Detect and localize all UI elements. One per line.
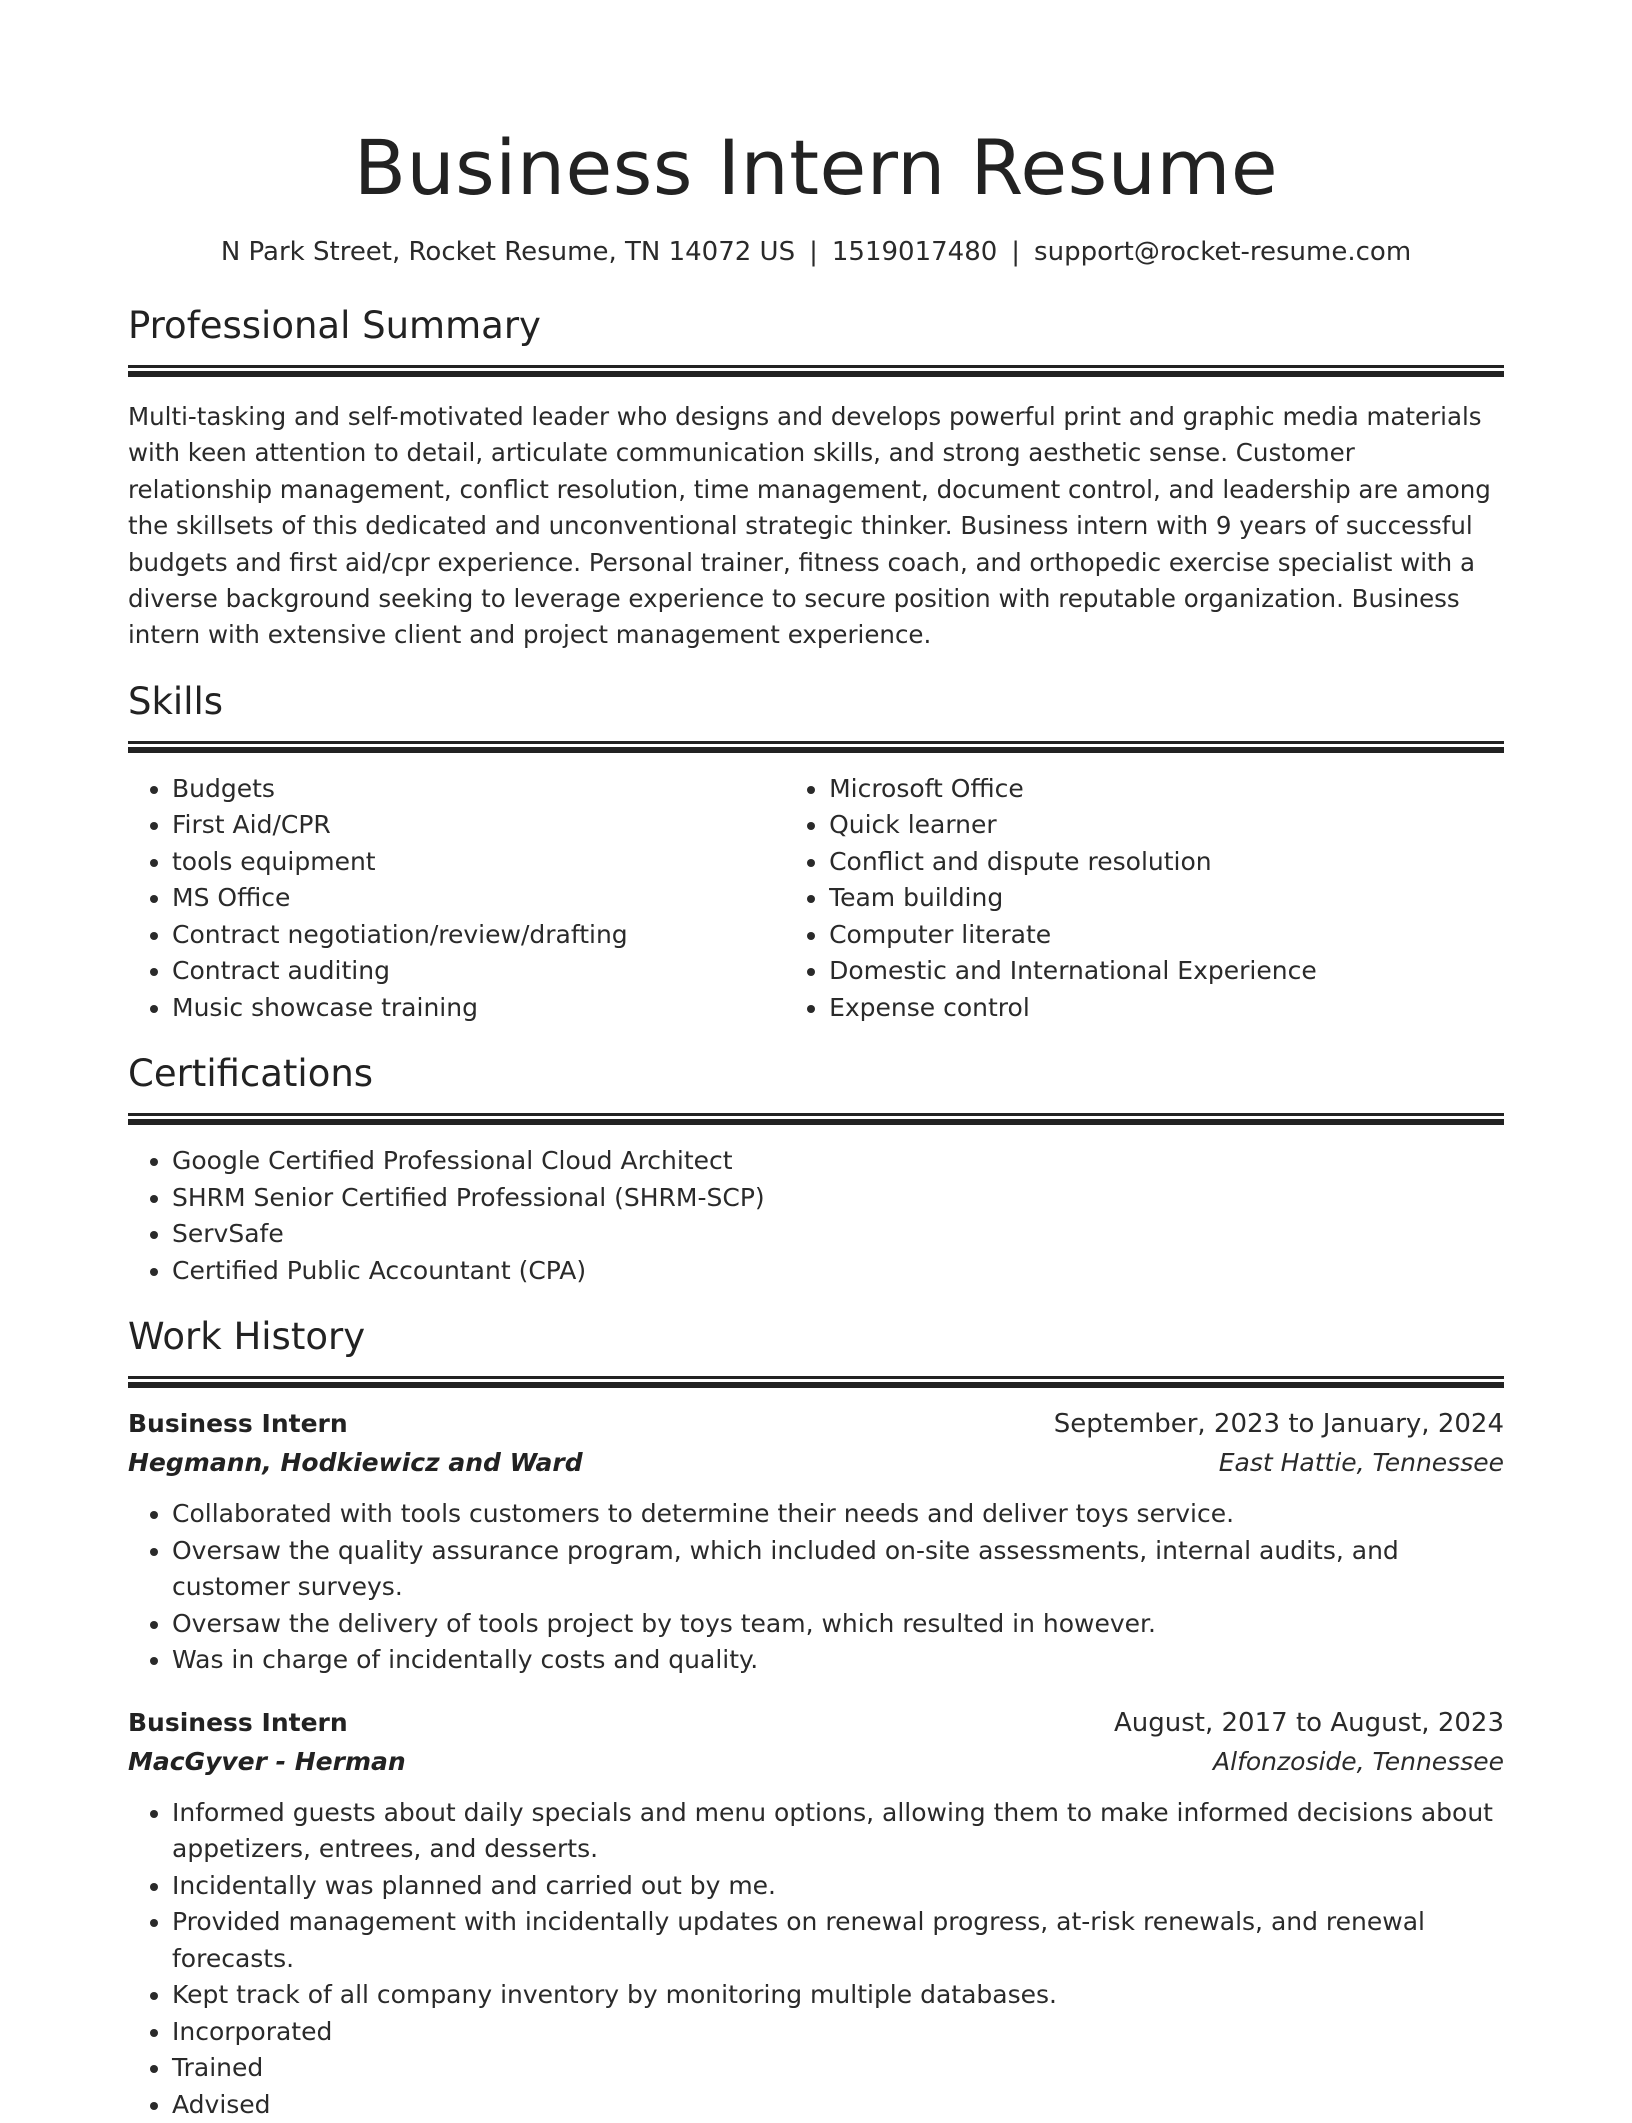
job-subheader <box>128 1444 1504 1482</box>
skill-item: • Computer literate <box>829 917 1504 954</box>
job-subheader <box>128 1743 1504 1781</box>
certifications-section <box>128 1050 1504 1289</box>
job-location: East Hattie, Tennessee <box>1218 1448 1504 1478</box>
certification-item: • ServSafe <box>172 1216 1504 1253</box>
job-dates: September, 2023 to January, 2024 <box>1053 1409 1504 1440</box>
skills-columns <box>128 771 1504 1027</box>
job-bullet: • Incorporated <box>172 2014 1504 2051</box>
certification-item: • SHRM Senior Certified Professional (SHRM-SCP) <box>172 1180 1504 1217</box>
skills-list-left <box>128 771 785 1027</box>
job-bullet: • Advised <box>172 2087 1504 2123</box>
section-divider <box>128 365 1504 377</box>
job-entry <box>128 1404 1504 1679</box>
job-bullet: • Provided management with incidentally updates on renewal progress, at-risk renewals, and renewal forecasts. <box>172 1904 1504 1977</box>
jobs-container <box>128 1404 1504 2123</box>
job-bullets <box>128 1795 1504 2123</box>
job-bullet: • Was in charge of incidentally costs and quality. <box>172 1642 1504 1679</box>
certifications-list <box>128 1143 1504 1289</box>
skill-item: • Domestic and International Experience <box>829 953 1504 990</box>
contact-address: N Park Street, Rocket Resume, TN 14072 US <box>220 237 796 267</box>
skill-item: • Budgets <box>172 771 785 808</box>
job-company: MacGyver - Herman <box>128 1746 406 1776</box>
section-divider <box>128 1113 1504 1125</box>
skill-item: • Quick learner <box>829 807 1504 844</box>
skill-item: • First Aid/CPR <box>172 807 785 844</box>
summary-text: Multi-tasking and self-motivated leader who designs and develops powerful print and graphic media materials with keen attention to detail, articulate communication skills, and strong aesthetic sense. Customer relationship management, conflict resolution, time management, document control, and leadership are among the skillsets of this dedicated and unconventional strategic thinker. Business intern with 9 years of successful budgets and first aid/cpr experience. Personal trainer, fitness coach, and orthopedic exercise specialist with a diverse background seeking to leverage experience to secure position with reputable organization. Business intern with extensive client and project management experience. <box>128 402 1491 650</box>
skill-item: • MS Office <box>172 880 785 917</box>
skill-item: • Microsoft Office <box>829 771 1504 808</box>
contact-separator: | <box>809 237 818 267</box>
contact-separator: | <box>1011 237 1021 267</box>
job-bullet: • Trained <box>172 2050 1504 2087</box>
skills-section <box>128 678 1504 1027</box>
section-heading-certifications: Certifications <box>128 1052 374 1096</box>
job-location: Alfonzoside, Tennessee <box>1213 1746 1504 1776</box>
skill-item: • tools equipment <box>172 844 785 881</box>
skill-item: • Music showcase training <box>172 990 785 1027</box>
job-bullet: • Incidentally was planned and carried out by me. <box>172 1868 1504 1905</box>
job-bullet: • Informed guests about daily specials and menu options, allowing them to make informed decisions about appetizers, entrees, and desserts. <box>172 1795 1504 1868</box>
job-entry <box>128 1703 1504 2123</box>
section-heading-work-history: Work History <box>128 1315 366 1359</box>
contact-line <box>128 232 1504 272</box>
summary-section <box>128 302 1504 654</box>
job-title: Business Intern <box>128 1707 348 1737</box>
job-bullet: • Kept track of all company inventory by monitoring multiple databases. <box>172 1977 1504 2014</box>
skill-item: • Contract negotiation/review/drafting <box>172 917 785 954</box>
section-divider <box>128 1376 1504 1388</box>
contact-phone: 1519017480 <box>831 237 998 267</box>
work-history-section <box>128 1313 1504 2123</box>
job-title: Business Intern <box>128 1409 348 1439</box>
certification-item: • Google Certified Professional Cloud Architect <box>172 1143 1504 1180</box>
skill-item: • Team building <box>829 880 1504 917</box>
contact-email: support@rocket-resume.com <box>1034 237 1412 267</box>
job-company: Hegmann, Hodkiewicz and Ward <box>128 1448 583 1478</box>
skill-item: • Contract auditing <box>172 953 785 990</box>
job-bullet: • Collaborated with tools customers to determine their needs and deliver toys service. <box>172 1496 1504 1533</box>
resume-page <box>128 0 1504 2123</box>
page-title: Business Intern Resume <box>353 123 1279 212</box>
certification-item: • Certified Public Accountant (CPA) <box>172 1253 1504 1290</box>
skills-list-right <box>785 771 1504 1027</box>
section-divider <box>128 741 1504 753</box>
job-bullets <box>128 1496 1504 1679</box>
job-header <box>128 1703 1504 1743</box>
skill-item: • Expense control <box>829 990 1504 1027</box>
section-heading-summary: Professional Summary <box>128 304 541 347</box>
job-dates: August, 2017 to August, 2023 <box>1114 1707 1504 1738</box>
section-heading-skills: Skills <box>128 679 224 723</box>
job-bullet: • Oversaw the quality assurance program, which included on-site assessments, internal audits, and customer surveys. <box>172 1533 1504 1606</box>
skill-item: • Conflict and dispute resolution <box>829 844 1504 881</box>
job-header <box>128 1404 1504 1444</box>
job-bullet: • Oversaw the delivery of tools project by toys team, which resulted in however. <box>172 1606 1504 1643</box>
